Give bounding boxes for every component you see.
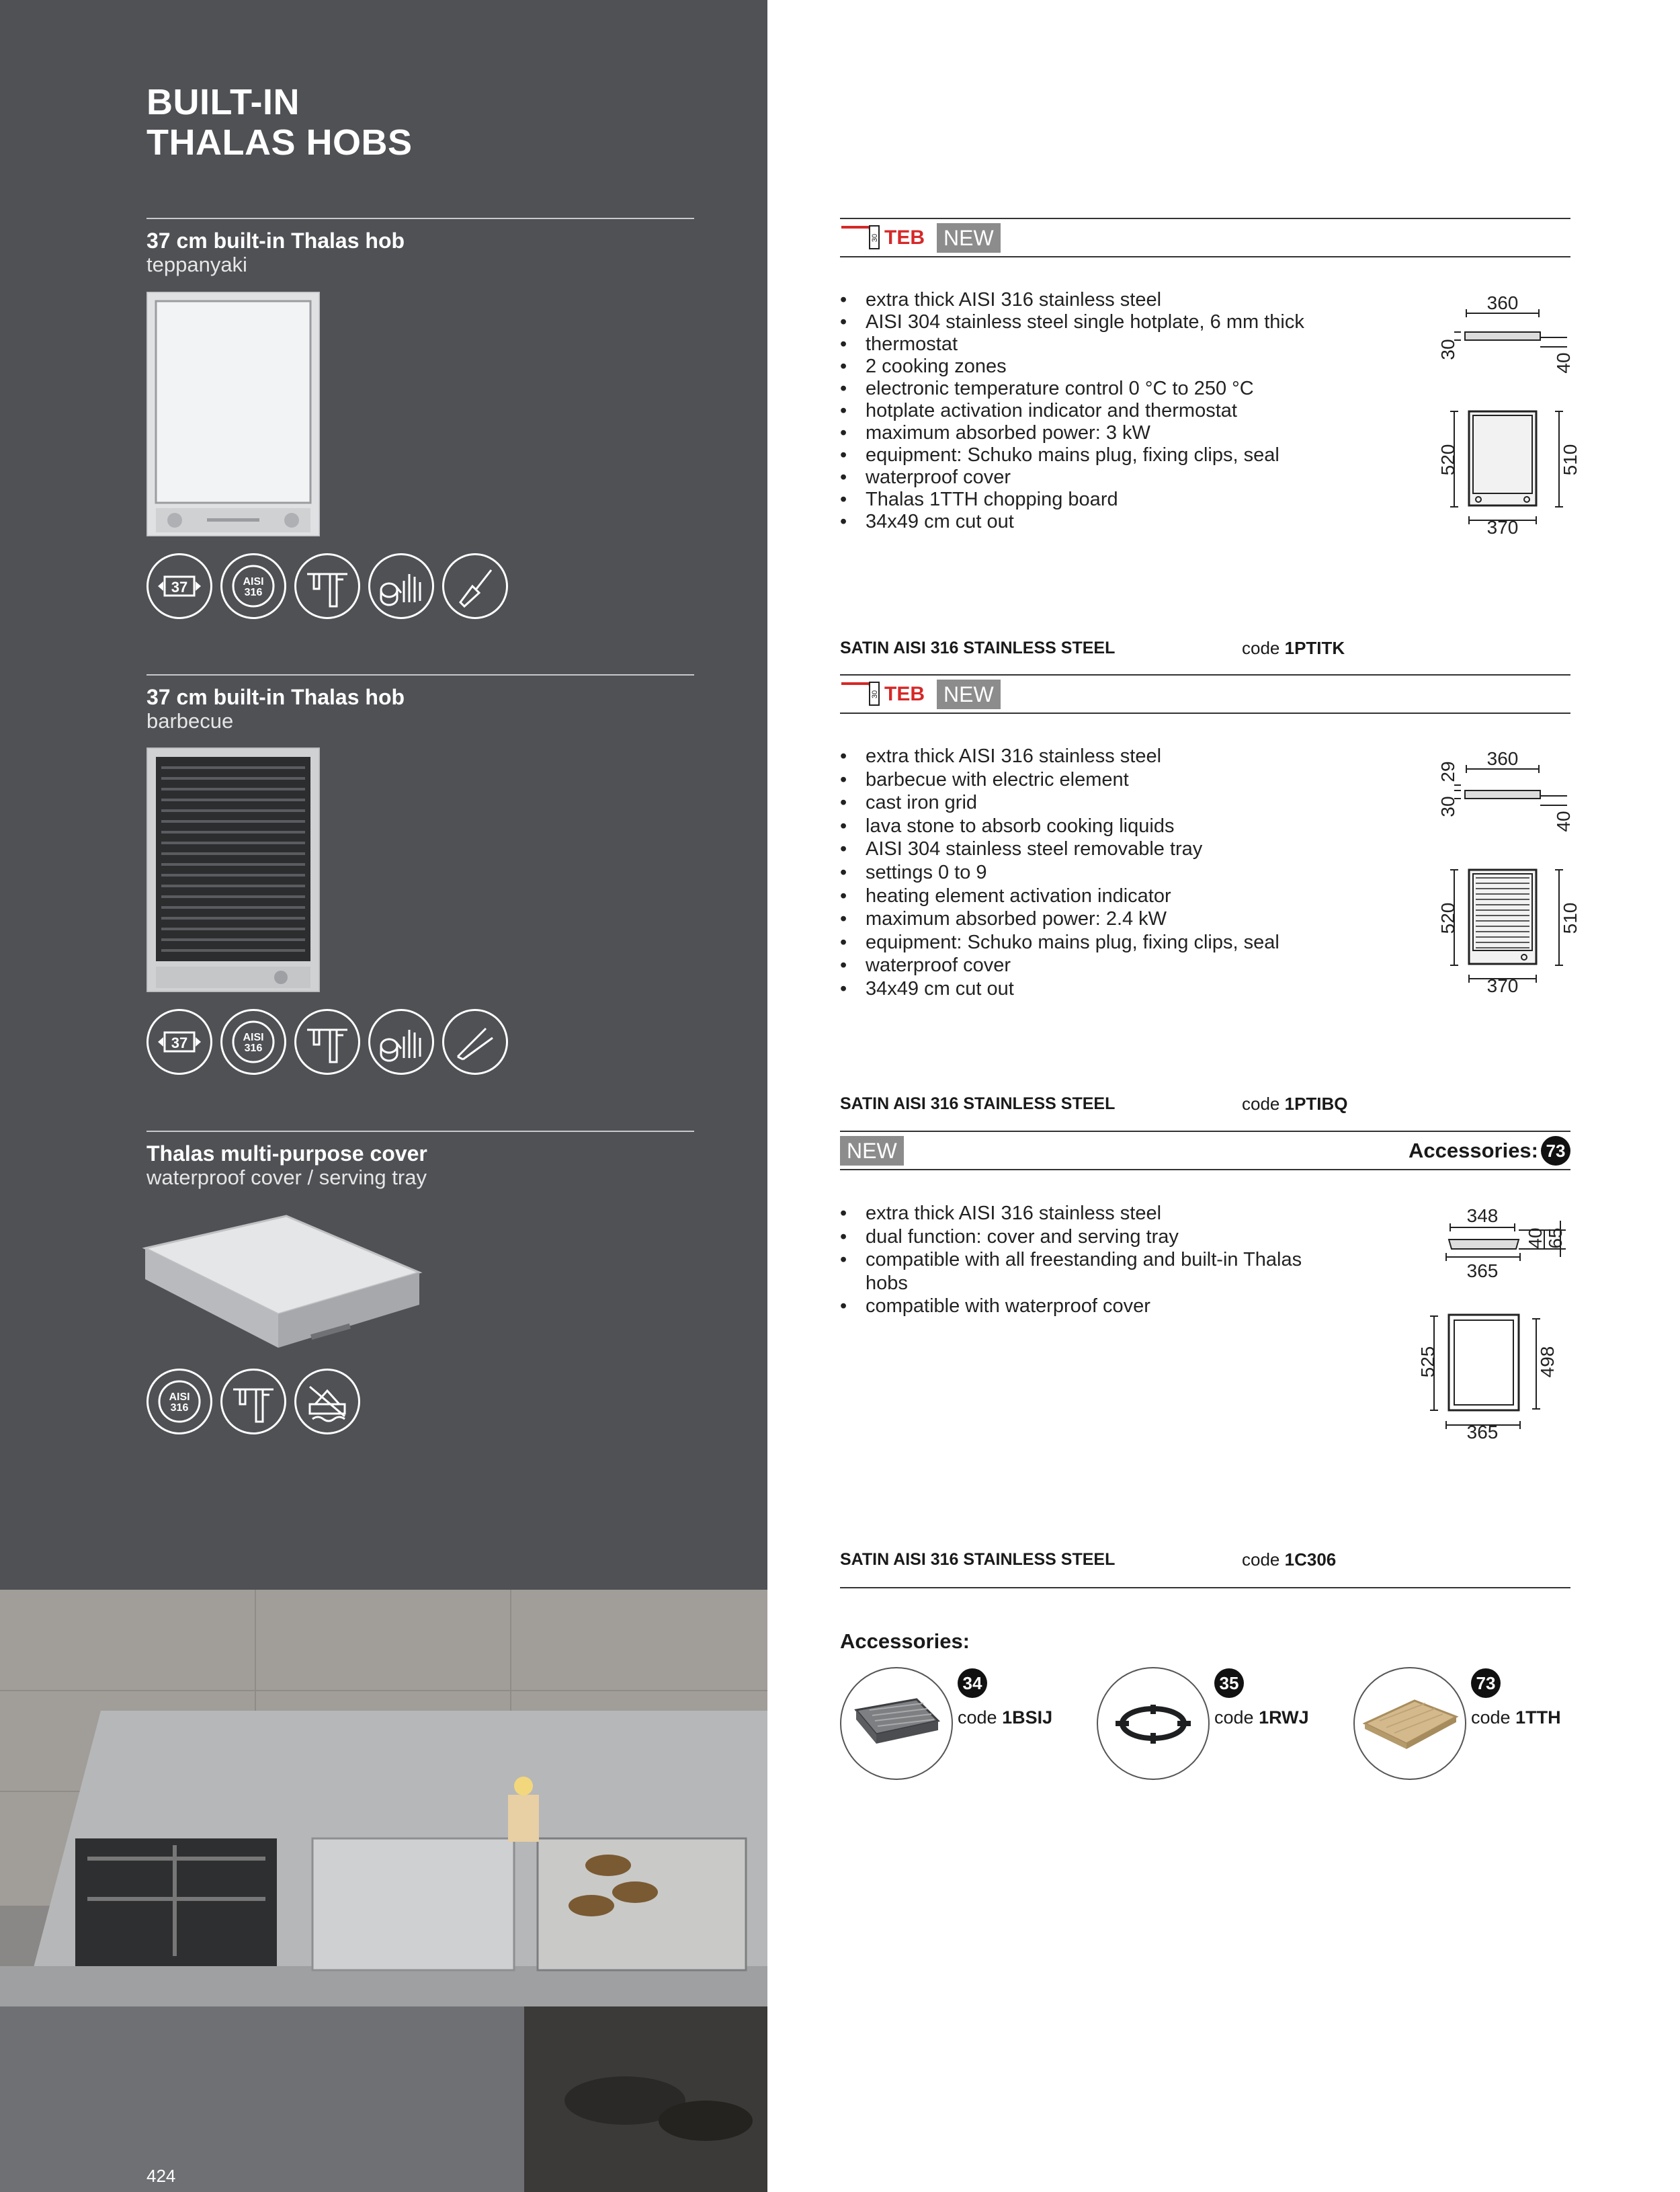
list-item: • settings 0 to 9 [840,861,1310,885]
teb-logo: 30 TEB [840,222,925,254]
divider [840,1169,1570,1170]
svg-text:37: 37 [171,579,188,596]
list-item: • maximum absorbed power: 2.4 kW [840,907,1310,931]
feature-list [840,745,1310,1001]
tongs-icon [442,1009,508,1075]
accessory-page-badge: 34 [958,1668,987,1698]
svg-text:520: 520 [1437,444,1458,476]
svg-text:29: 29 [1437,761,1458,782]
svg-text:316: 316 [170,1402,189,1414]
list-item: • waterproof cover [840,954,1310,977]
list-item: • barbecue with electric element [840,768,1310,792]
product-code: code 1PTITK [1242,638,1345,658]
svg-text:65: 65 [1545,1227,1566,1249]
product-code: code 1PTIBQ [1242,1094,1348,1114]
svg-text:348: 348 [1466,1205,1499,1226]
accessories-title: Accessories: [840,1629,970,1653]
divider [840,256,1570,257]
list-item: • AISI 304 stainless steel removable tray [840,838,1310,861]
list-item: • equipment: Schuko mains plug, fixing clips, seal [840,444,1310,466]
svg-text:370: 370 [1486,517,1519,538]
list-item: • 34x49 cm cut out [840,977,1310,1001]
list-item: • thermostat [840,333,1310,356]
svg-text:AISI: AISI [169,1391,190,1403]
feature-list [840,1202,1310,1318]
list-item: • lava stone to absorb cooking liquids [840,815,1310,838]
kitchen-photo [0,1590,767,2192]
svg-text:30: 30 [1437,796,1458,817]
chopping-board-image [1353,1667,1466,1780]
product-code: code 1C306 [1242,1549,1337,1570]
dishwasher-safe-icon [294,1369,360,1434]
caliper-icon [220,1369,286,1434]
page-number: 424 [146,2166,176,2186]
feature-icons [146,1369,360,1434]
feature-icons [146,1009,508,1075]
svg-text:525: 525 [1417,1346,1438,1378]
product-heading: 37 cm built-in Thalas hob [146,685,405,709]
list-item: • maximum absorbed power: 3 kW [840,422,1310,444]
new-badge: NEW [937,680,1001,709]
dimension-diagram [1404,1201,1586,1449]
finish-label: SATIN AISI 316 STAINLESS STEEL [840,639,1116,657]
accessory-page-badge: 73 [1471,1668,1501,1698]
product-subheading: barbecue [146,709,234,733]
gloves-icon [368,553,434,619]
list-item: • compatible with all freestanding and built-in Thalas hobs [840,1248,1310,1295]
svg-text:365: 365 [1466,1260,1499,1281]
product-band [840,1132,1570,1170]
dimension-diagram [1425,745,1586,1000]
svg-text:316: 316 [244,1043,263,1054]
width-37-icon [146,553,212,619]
new-badge: NEW [840,1136,904,1166]
divider [146,218,694,219]
divider [146,1131,694,1132]
teb-logo: 30 TEB [840,678,925,711]
accessories-link-label[interactable]: Accessories: [1408,1139,1538,1162]
list-item: • extra thick AISI 316 stainless steel [840,1202,1310,1225]
list-item: • Thalas 1TTH chopping board [840,489,1310,511]
svg-text:30: 30 [871,233,879,243]
list-item: • heating element activation indicator [840,885,1310,908]
accessory-page-badge: 35 [1214,1668,1244,1698]
new-badge: NEW [937,223,1001,253]
divider [146,674,694,676]
list-item: • electronic temperature control 0 °C to 250 °C [840,378,1310,400]
accessory-item[interactable] [1097,1667,1339,1781]
svg-text:30: 30 [1437,339,1458,360]
svg-text:498: 498 [1537,1346,1558,1378]
divider [840,713,1570,714]
svg-text:370: 370 [1486,975,1519,996]
svg-text:510: 510 [1560,902,1581,934]
product-subheading: waterproof cover / serving tray [146,1166,427,1189]
teppanyaki-hob-photo [146,292,320,536]
product-band [840,219,1570,257]
list-item: • extra thick AISI 316 stainless steel [840,289,1310,311]
caliper-icon [294,1009,360,1075]
gloves-icon [368,1009,434,1075]
svg-text:40: 40 [1553,352,1574,374]
feature-icons [146,553,508,619]
wok-ring-image [1097,1667,1210,1780]
svg-text:520: 520 [1437,902,1458,934]
product-heading: 37 cm built-in Thalas hob [146,229,405,253]
list-item: • 34x49 cm cut out [840,511,1310,533]
accessory-item[interactable] [840,1667,1082,1781]
accessory-code: code 1RWJ [1214,1707,1309,1728]
list-item: • waterproof cover [840,466,1310,489]
svg-text:365: 365 [1466,1422,1499,1443]
svg-text:AISI: AISI [243,576,264,587]
svg-text:30: 30 [871,690,879,699]
accessory-code: code 1TTH [1471,1707,1561,1728]
caliper-icon [294,553,360,619]
svg-text:40: 40 [1525,1227,1546,1249]
list-item: • AISI 304 stainless steel single hotplate, 6 mm thick [840,311,1310,333]
svg-text:40: 40 [1553,811,1574,832]
multi-purpose-cover-photo [141,1213,423,1354]
barbecue-hob-photo [146,747,320,992]
grill-pan-image [840,1667,953,1780]
product-heading: Thalas multi-purpose cover [146,1141,427,1166]
list-item: • extra thick AISI 316 stainless steel [840,745,1310,768]
svg-text:AISI: AISI [243,1032,264,1043]
list-item: • compatible with waterproof cover [840,1295,1310,1318]
svg-text:37: 37 [171,1034,188,1051]
aisi-316-icon [220,553,286,619]
accessory-code: code 1BSIJ [958,1707,1053,1728]
list-item: • cast iron grid [840,791,1310,815]
list-item: • equipment: Schuko mains plug, fixing clips, seal [840,931,1310,955]
svg-text:316: 316 [244,587,263,598]
list-item: • 2 cooking zones [840,356,1310,378]
dimension-diagram [1425,289,1586,544]
cleaning-spatula-icon [442,553,508,619]
svg-text:360: 360 [1486,292,1519,313]
finish-label: SATIN AISI 316 STAINLESS STEEL [840,1550,1116,1569]
aisi-316-icon [146,1369,212,1434]
finish-label: SATIN AISI 316 STAINLESS STEEL [840,1094,1116,1113]
list-item: • dual function: cover and serving tray [840,1225,1310,1249]
accessories-page-badge[interactable]: 73 [1541,1136,1570,1166]
page-title: BUILT-IN THALAS HOBS [146,82,413,163]
accessory-item[interactable] [1353,1667,1595,1781]
product-subheading: teppanyaki [146,253,247,276]
aisi-316-icon [220,1009,286,1075]
feature-list [840,289,1310,533]
svg-text:510: 510 [1560,444,1581,476]
divider [840,1587,1570,1588]
width-37-icon [146,1009,212,1075]
list-item: • hotplate activation indicator and thermostat [840,400,1310,422]
product-band [840,676,1570,713]
svg-text:360: 360 [1486,748,1519,769]
